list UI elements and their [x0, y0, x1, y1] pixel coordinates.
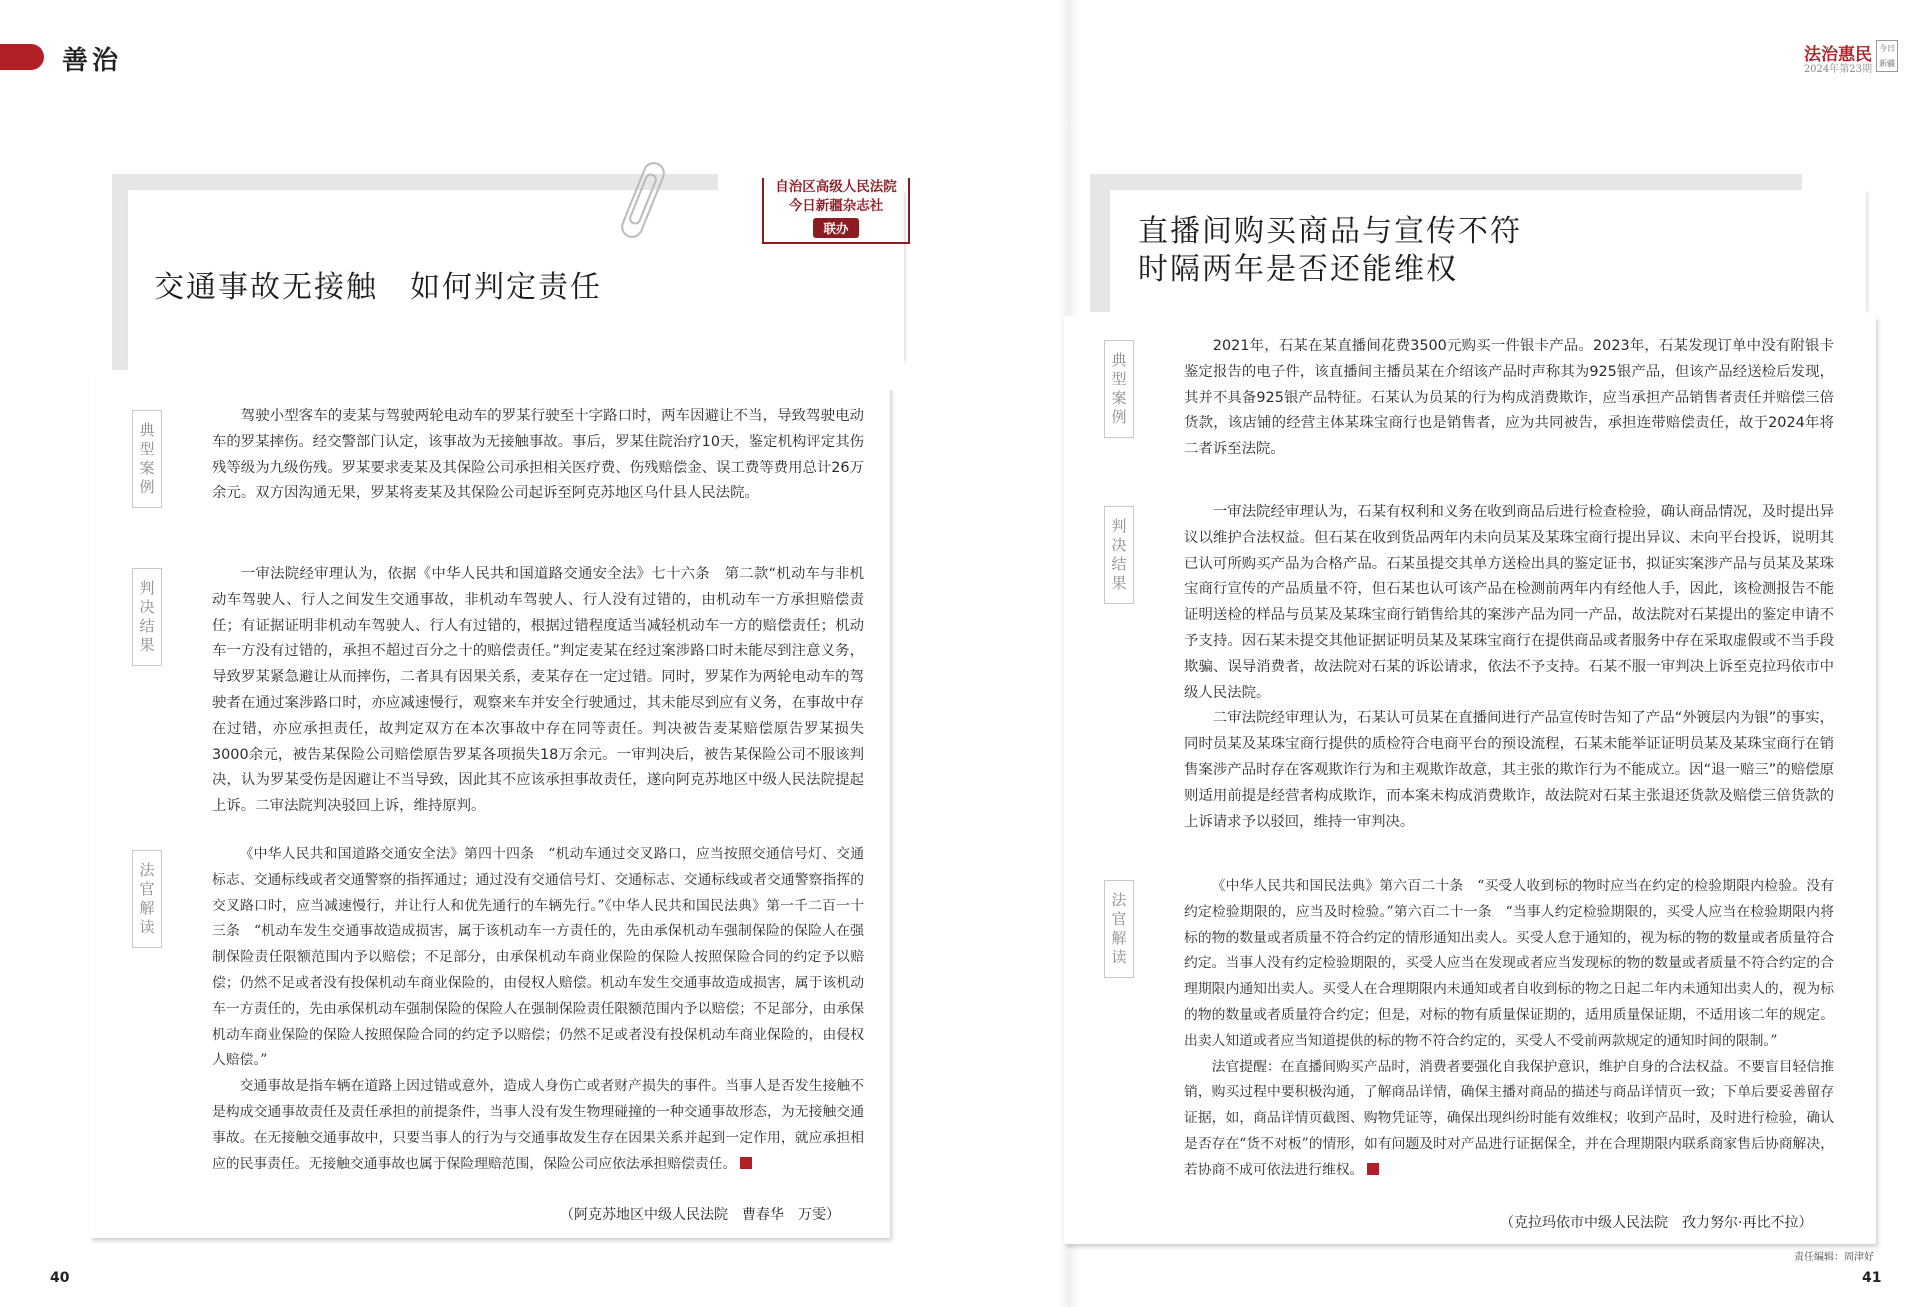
issue-number: 2024年第23期 — [1803, 64, 1872, 75]
left-case-paragraph: 驾驶小型客车的麦某与驾驶两轮电动车的罗某行驶至十字路口时，两车因避让不当，导致驾驶电动车的罗某摔伤。经交警部门认定，该事故为无接触事故。事后，罗某住院治疗10天，鉴定机构评定其伤残等级为九级伤残。罗某要求麦某及其保险公司承担相关医疗费、伤残赔偿金、误工费等费用总计26万余元。双方因沟通无果，罗某将麦某及其保险公司起诉至阿克苏地区乌什县人民法院。 — [212, 408, 864, 502]
right-judgment-label: 判决结果 — [1104, 506, 1134, 604]
left-case-text — [212, 404, 864, 507]
right-headline-line-1: 直播间购买商品与宣传不符 — [1138, 214, 1522, 249]
right-case-text — [1184, 334, 1834, 463]
right-headline-line-2: 时隔两年是否还能维权 — [1138, 252, 1458, 287]
right-interpret-label: 法官解读 — [1104, 880, 1134, 978]
organizer-stamp — [762, 178, 910, 244]
right-case-paragraph: 2021年，石某在某直播间花费3500元购买一件银卡产品。2023年，石某发现订单中没有附银卡鉴定报告的电子件，该直播间主播员某在介绍该产品时声称其为925银产品，但该产品经送检后发现，其并不具备925银产品特征。石某认为员某的行为构成消费欺诈，应当承担产品销售者责任并赔偿三倍货款，该店铺的经营主体某珠宝商行也是销售者，应为共同被告，承担连带赔偿责任，故于2024年将二者诉至法院。 — [1184, 338, 1834, 458]
right-case-label: 典型案例 — [1104, 340, 1134, 438]
left-panel-cover — [128, 340, 904, 390]
right-byline: （克拉玛依市中级人民法院 孜力努尔·再比不拉） — [1500, 1215, 1813, 1231]
brand-name: 法治惠民 — [1804, 45, 1872, 65]
left-case-label: 典型案例 — [132, 410, 162, 508]
left-judgment-label: 判决结果 — [132, 568, 162, 666]
right-panel-cover — [1110, 294, 1866, 334]
left-judgment-paragraph: 一审法院经审理认为，依据《中华人民共和国道路交通安全法》七十六条 第二款“机动车与非机动车驾驶人、行人之间发生交通事故，非机动车驾驶人、行人没有过错的，由机动车一方承担赔偿责任；有证据证明非机动车驾驶人、行人有过错的，根据过错程度适当减轻机动车一方的赔偿责任；机动车一方没有过错的，承担不超过百分之十的赔偿责任。”判定麦某在经过案涉路口时未能尽到注意义务，导致罗某紧急避让从而摔伤，二者具有因果关系，麦某存在一定过错。同时，罗某作为两轮电动车的驾驶者在通过案涉路口时，亦应减速慢行，观察来车并安全行驶通过，其未能尽到应有义务，在事故中存在过错，亦应承担责任，故判定双方在本次事故中存在同等责任。判决被告麦某赔偿原告罗某损失3000余元，被告某保险公司赔偿原告罗某各项损失18万余元。一审判决后，被告某保险公司不服该判决，认为罗某受伤是因避让不当导致，因此其不应该承担事故责任，遂向阿克苏地区中级人民法院提起上诉。二审法院判决驳回上诉，维持原判。 — [212, 566, 864, 815]
left-byline: （阿克苏地区中级人民法院 曹春华 万雯） — [560, 1207, 840, 1223]
section-tab-marker — [0, 44, 44, 70]
left-interpret-text — [212, 842, 864, 1177]
end-mark-icon — [740, 1157, 752, 1169]
stamp-badge: 联办 — [813, 218, 858, 238]
editor-credit: 责任编辑：周津好 — [1794, 1252, 1874, 1263]
left-page-number: 40 — [50, 1270, 70, 1286]
left-headline: 交通事故无接触 如何判定责任 — [154, 270, 602, 305]
right-interpret-paragraph-1: 《中华人民共和国民法典》第六百二十条 “买受人收到标的物时应当在约定的检验期限内检验。没有约定检验期限的，应当及时检验。”第六百二十一条 “当事人约定检验期限的，买受人应当在检验期限内将标的物的数量或者质量不符合约定的情形通知出卖人。买受人怠于通知的，视为标的物的数量或者质量符合约定。当事人没有约定检验期限的，买受人应当在发现或者应当发现标的物的数量或者质量不符合约定的合理期限内通知出卖人。买受人在合理期限内未通知或者自收到标的物之日起二年内未通知出卖人的，视为标的物的数量或者质量符合约定；但是，对标的物有质量保证期的，适用质量保证期，不适用该二年的规定。出卖人知道或者应当知道提供的标的物不符合约定的，买受人不受前两款规定的通知时间的限制。” — [1184, 878, 1834, 1049]
right-interpret-paragraph-2: 法官提醒：在直播间购买产品时，消费者要强化自我保护意识，维护自身的合法权益。不要盲目轻信推销，购买过程中要积极沟通，了解商品详情，确保主播对商品的描述与商品详情页一致；下单后要妥善留存证据，如，商品详情页截图、购物凭证等，确保出现纠纷时能有效维权；收到产品时，及时进行检验，确认是否存在“货不对板”的情形，如有问题及时对产品进行证据保全，并在合理期限内联系商家售后协商解决，若协商不成可依法进行维权。 — [1184, 1058, 1834, 1178]
left-interpret-paragraph-1: 《中华人民共和国道路交通安全法》第四十四条 “机动车通过交叉路口，应当按照交通信号灯、交通标志、交通标线或者交通警察的指挥通过；通过没有交通信号灯、交通标志、交通标线或者交通警察指挥的交叉路口时，应当减速慢行，并让行人和优先通行的车辆先行。”《中华人民共和国民法典》第一千二百一十三条 “机动车发生交通事故造成损害，属于该机动车一方责任的，先由承保机动车强制保险的保险人在强制保险责任限额范围内予以赔偿；不足部分，由承保机动车商业保险的保险人按照保险合同的约定予以赔偿；仍然不足或者没有投保机动车商业保险的，由侵权人赔偿。机动车发生交通事故造成损害，属于该机动车一方责任的，先由承保机动车强制保险的保险人在强制保险责任限额范围内予以赔偿；不足部分，由承保机动车商业保险的保险人按照保险合同的约定予以赔偿；仍然不足或者没有投保机动车商业保险的，由侵权人赔偿。” — [212, 846, 864, 1069]
magazine-logo: 今日新疆 — [1876, 40, 1898, 72]
right-judgment-paragraph-1: 一审法院经审理认为，石某有权利和义务在收到商品后进行检查检验，确认商品情况，及时提出异议以维护合法权益。但石某在收到货品两年内未向员某及某珠宝商行提出异议、未向平台投诉，说明其已认可所购买产品为合格产品。石某虽提交其单方送检出具的鉴定证书，拟证实案涉产品与员某及某珠宝商行宣传的产品质量不符，但石某也认可该产品在检测前两年内有经他人手，因此，该检测报告不能证明送检的样品与员某及某珠宝商行销售给其的案涉产品为同一产品，故法院对石某提出的鉴定申请不予支持。因石某未提交其他证据证明员某及某珠宝商行在提供商品或者服务中存在采取虚假或不当手段欺骗、误导消费者，故法院对石某的诉讼请求，依法不予支持。石某不服一审判决上诉至克拉玛依市中级人民法院。 — [1184, 504, 1834, 701]
right-page-number: 41 — [1862, 1270, 1882, 1286]
right-judgment-paragraph-2: 二审法院经审理认为，石某认可员某在直播间进行产品宣传时告知了产品“外镀层内为银”的事实，同时员某及某珠宝商行提供的质检符合电商平台的预设流程，石某未能举证证明员某及某珠宝商行在销售案涉产品时存在客观欺诈行为和主观欺诈故意，其主张的欺诈行为不能成立。因“退一赔三”的赔偿原则适用前提是经营者构成欺诈，而本案未构成消费欺诈，故法院对石某主张退还货款及赔偿三倍货款的上诉请求予以驳回，维持一审判决。 — [1184, 710, 1834, 830]
left-judgment-text — [212, 562, 864, 820]
right-judgment-text — [1184, 500, 1834, 835]
left-interpret-paragraph-2: 交通事故是指车辆在道路上因过错或意外，造成人身伤亡或者财产损失的事件。当事人是否发生接触不是构成交通事故责任及责任承担的前提条件，当事人没有发生物理碰撞的一种交通事故形态，为无接触交通事故。在无接触交通事故中，只要当事人的行为与交通事故发生存在因果关系并起到一定作用，就应承担相应的民事责任。无接触交通事故也属于保险理赔范围，保险公司应依法承担赔偿责任。 — [212, 1078, 864, 1172]
section-title: 善治 — [62, 46, 123, 76]
left-interpret-label: 法官解读 — [132, 850, 162, 948]
stamp-org-2: 今日新疆杂志社 — [788, 198, 884, 214]
end-mark-icon — [1367, 1163, 1379, 1175]
right-interpret-text — [1184, 874, 1834, 1184]
stamp-org-1: 自治区高级人民法院 — [775, 179, 897, 195]
